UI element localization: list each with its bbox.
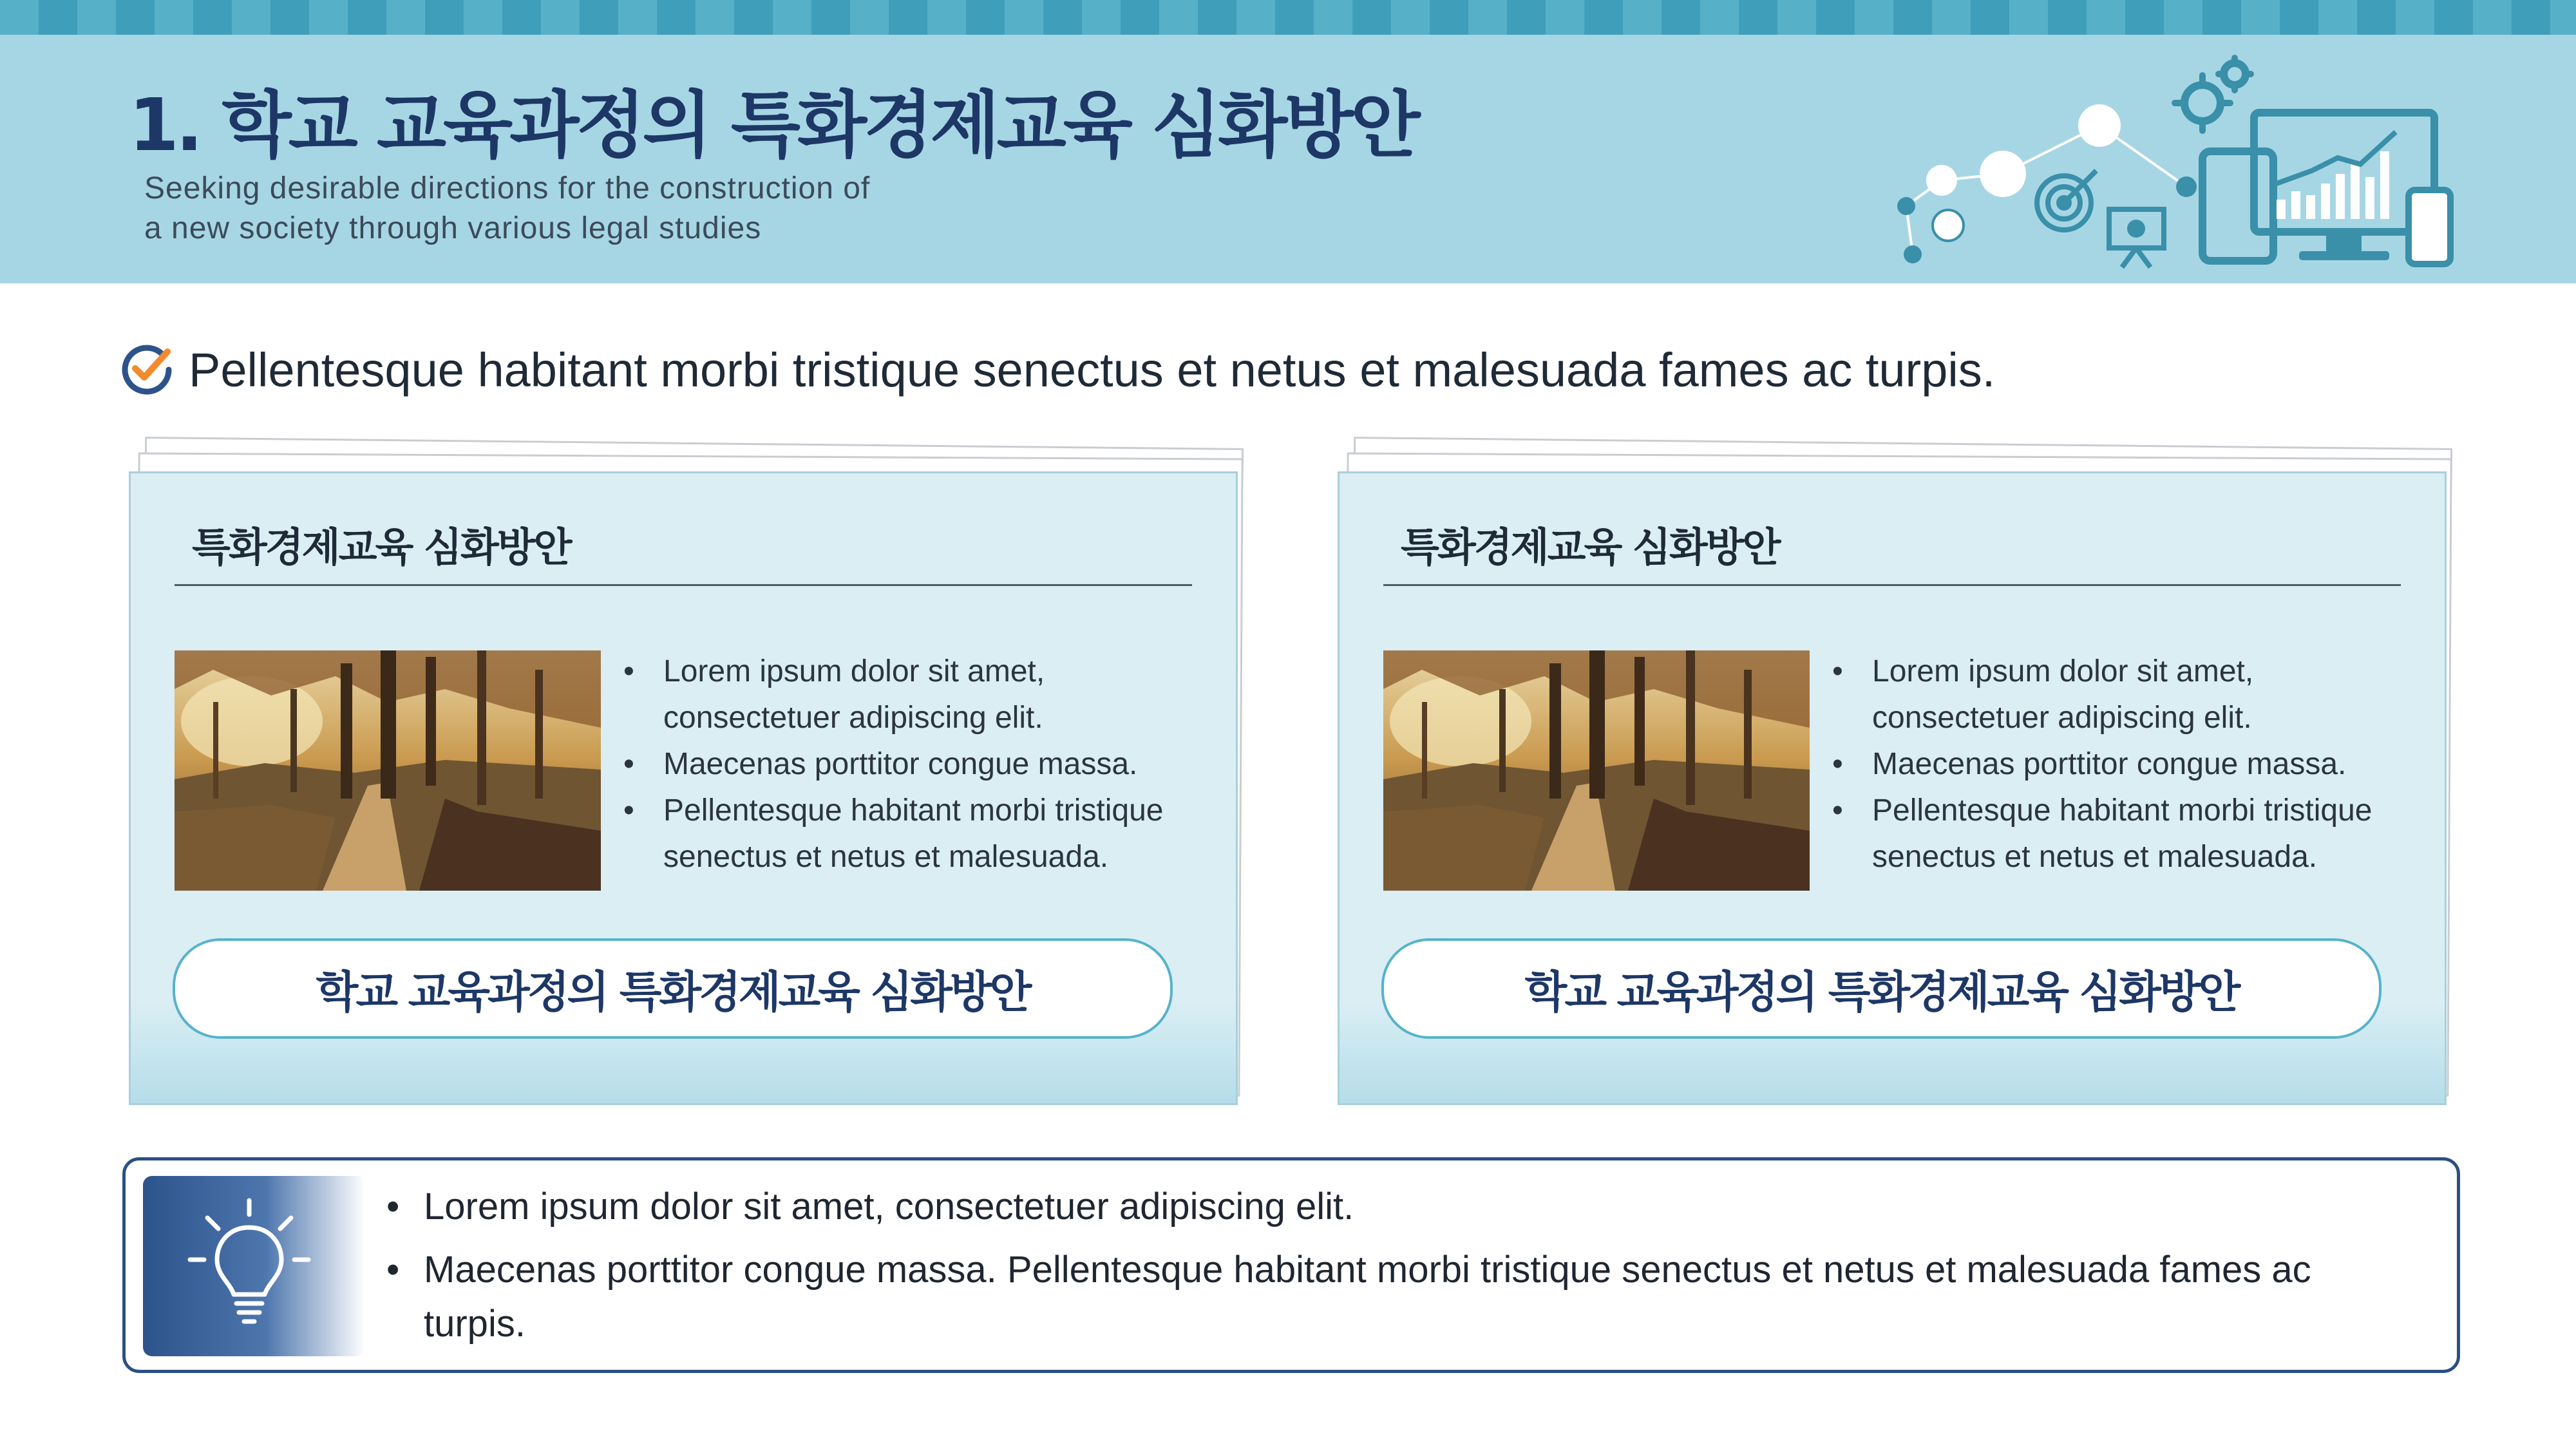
network-node-icon (1933, 210, 1964, 241)
card-1 (129, 471, 1236, 1104)
list-item: • Lorem ipsum dolor sit amet, consectetuer adipiscing elit. (623, 649, 1203, 741)
card-divider (175, 584, 1192, 586)
list-item: • Pellentesque habitant morbi tristique senectus et netus et malesuada. (623, 788, 1203, 880)
list-item: • Maecenas porttitor congue massa. Pellentesque habitant morbi tristique senectus et netus et malesuada fames ac turpis. (386, 1243, 2415, 1351)
card-title: 특화경제교육 심화방안 (192, 524, 571, 571)
autumn-path-photo (1383, 650, 1810, 891)
list-item: • Maecenas porttitor congue massa. (623, 741, 1203, 788)
summary-box (122, 1157, 2460, 1373)
presentation-board-icon (2109, 209, 2164, 267)
target-icon (2037, 171, 2096, 230)
header-banner (0, 0, 2576, 283)
card-caption: 학교 교육과정의 특화경제교육 심화방안 (316, 967, 1030, 1018)
smartphone-icon (2409, 190, 2450, 264)
card-panel (1338, 471, 2447, 1105)
autumn-path-photo (175, 650, 601, 891)
lightbulb-tile (143, 1176, 365, 1356)
card-caption-pill (173, 938, 1173, 1039)
intro-text: Pellentesque habitant morbi tristique senectus et netus et malesuada fames ac turpis. (189, 343, 1996, 397)
network-node-icon (1926, 165, 1957, 196)
network-node-icon (2078, 104, 2121, 147)
card-2 (1338, 471, 2445, 1104)
card-caption: 학교 교육과정의 특화경제교육 심화방안 (1524, 967, 2239, 1018)
page-title: 1. 학교 교육과정의 특화경제교육 심화방안 (129, 84, 1417, 167)
list-item: • Lorem ipsum dolor sit amet, consectetuer adipiscing elit. (1832, 649, 2412, 741)
lightbulb-icon (178, 1195, 320, 1337)
page-subtitle (144, 169, 870, 249)
list-item: • Maecenas porttitor congue massa. (1832, 741, 2412, 788)
header-illustration (1887, 55, 2467, 274)
card-panel (129, 471, 1238, 1105)
header-stripe (0, 0, 2576, 35)
network-node-icon (2176, 176, 2197, 197)
list-item: • Pellentesque habitant morbi tristique senectus et netus et malesuada. (1832, 788, 2412, 880)
network-node-icon (1897, 197, 1915, 215)
tablet-icon (2202, 151, 2273, 261)
list-item: • Lorem ipsum dolor sit amet, consectetuer adipiscing elit. (386, 1180, 2415, 1234)
card-bullet-list (623, 649, 1203, 880)
summary-bullet-list (386, 1180, 2415, 1360)
card-bullet-list (1832, 649, 2412, 880)
subtitle-line-1: Seeking desirable directions for the construction of (144, 171, 871, 205)
subtitle-line-2: a new society through various legal studies (144, 211, 762, 245)
network-node-icon (1904, 245, 1922, 263)
network-node-icon (1980, 151, 2026, 197)
card-caption-pill (1381, 938, 2382, 1039)
checkmark-circle-icon (120, 341, 174, 395)
card-title: 특화경제교육 심화방안 (1401, 524, 1779, 571)
card-divider (1383, 584, 2401, 586)
